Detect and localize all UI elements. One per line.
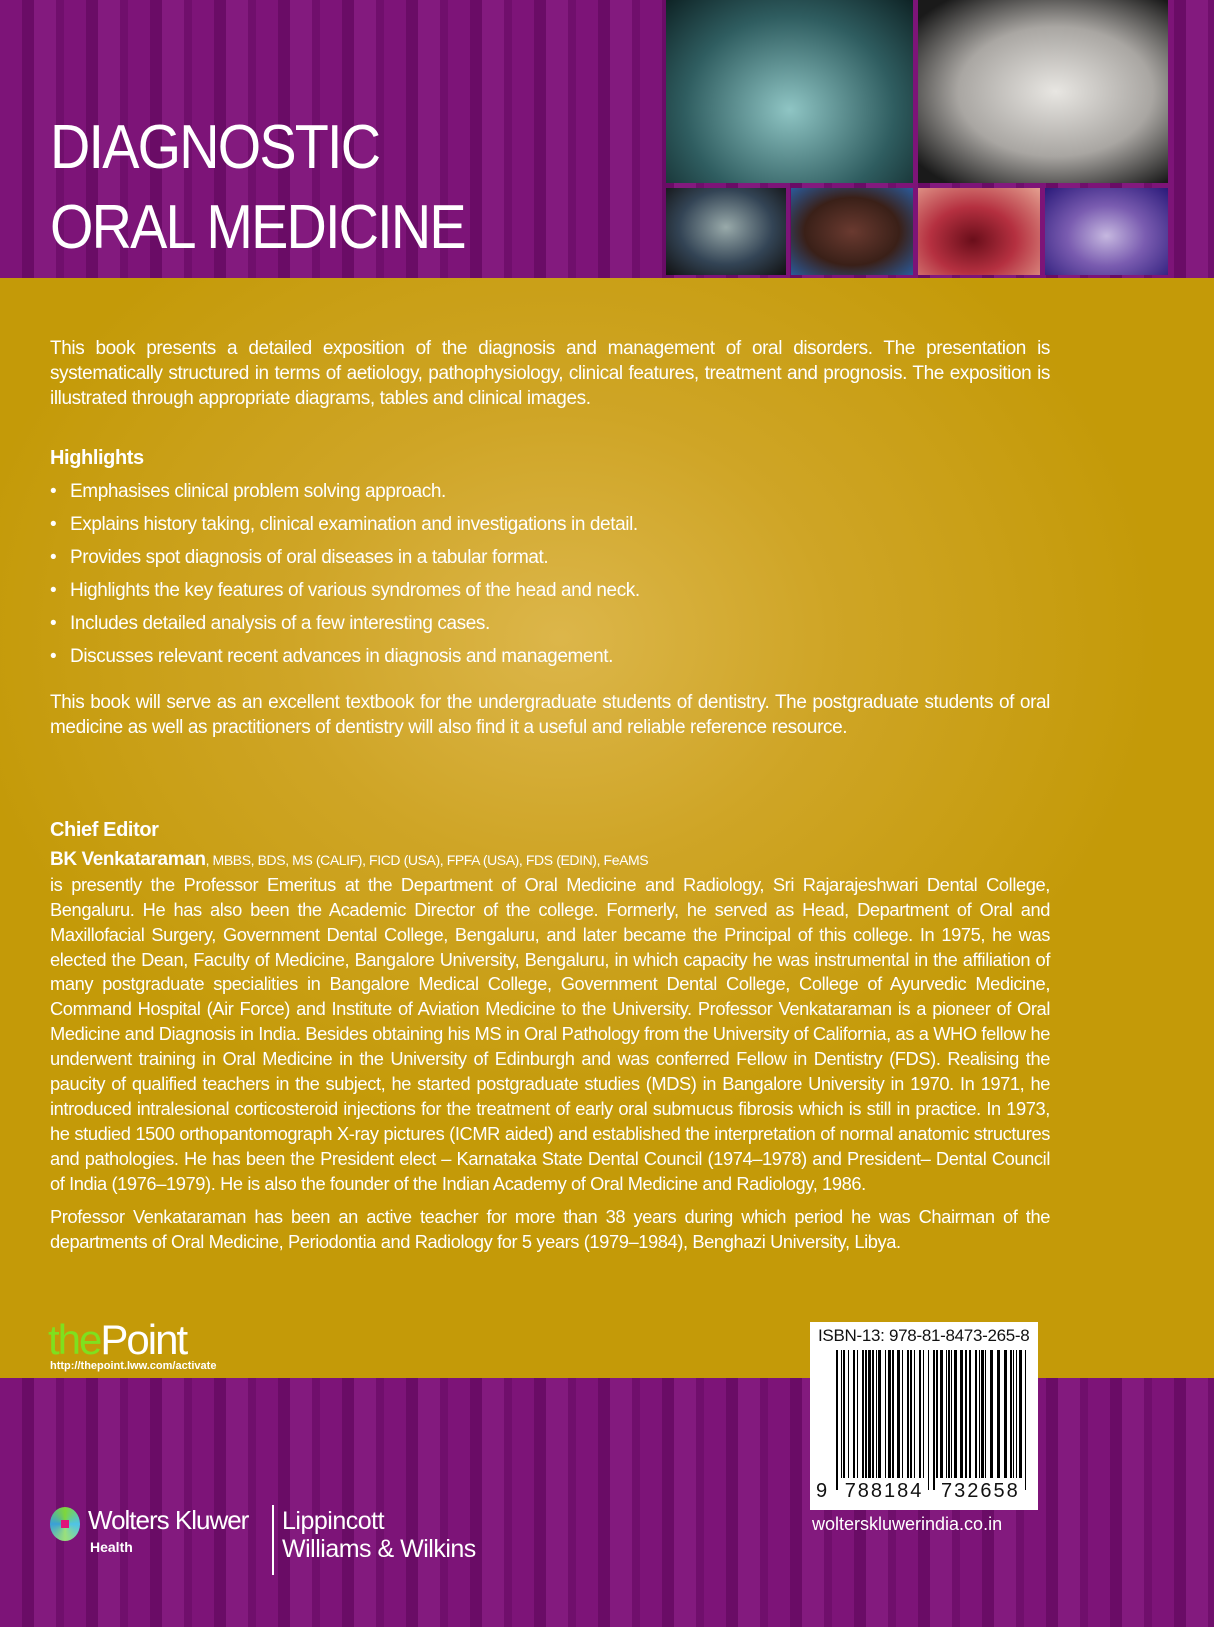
barcode-bar — [979, 1350, 980, 1478]
publisher-website[interactable]: wolterskluwerindia.co.in — [812, 1514, 1003, 1534]
barcode-bar — [878, 1350, 881, 1478]
editor-teaching: Professor Venkataraman has been an active teacher for more than 38 years during which period he was Chairman of the departments of Oral Medicine, Periodontia and Radiology for 5 years (1979–1984), Benghazi University, Libya. — [50, 1205, 1050, 1252]
wk-name: Wolters Kluwer — [88, 1505, 249, 1535]
editor-section — [50, 818, 1050, 1254]
wk-globe-icon — [50, 1507, 80, 1541]
barcode-bar — [865, 1350, 867, 1478]
barcode-bar — [1010, 1350, 1012, 1478]
barcode-bar — [853, 1350, 855, 1478]
editor-heading: Chief Editor — [50, 819, 159, 841]
logo-divider — [272, 1505, 274, 1575]
barcode-bar — [910, 1350, 912, 1478]
highlights-heading: Highlights — [50, 447, 144, 469]
barcode-bar — [1019, 1350, 1022, 1478]
highlight-item: • Provides spot diagnosis of oral diseases in a tabular format. — [50, 541, 1050, 574]
barcode-bar — [857, 1350, 858, 1478]
barcode-bar — [954, 1350, 957, 1478]
barcode-bar — [888, 1350, 891, 1478]
barcode-bar — [902, 1350, 903, 1478]
barcode-bar — [892, 1350, 894, 1478]
highlight-item: • Discusses relevant recent advances in diagnosis and management. — [50, 640, 1050, 673]
editor-name: BK Venkataraman — [50, 848, 206, 870]
barcode-bar — [868, 1350, 871, 1478]
barcode-bar — [914, 1350, 915, 1478]
highlights-list — [50, 475, 1050, 673]
barcode-bar — [948, 1350, 950, 1478]
highlight-item: • Explains history taking, clinical examination and investigations in detail. — [50, 508, 1050, 541]
barcode-bar — [960, 1350, 963, 1478]
highlight-item: • Highlights the key features of various syndromes of the head and neck. — [50, 574, 1050, 607]
intro-paragraph: This book presents a detailed exposition of the diagnosis and management of oral disorders. The presentation is systematically structured in terms of aetiology, pathophysiology, clinical features, treatment and prognosis. The exposition is illustrated through appropriate diagrams, tables and clinical images. — [50, 338, 1050, 409]
barcode-bar — [940, 1350, 943, 1478]
isbn-barcode — [810, 1322, 1038, 1510]
barcode-bar — [907, 1350, 909, 1478]
barcode-bar — [990, 1350, 993, 1478]
barcode-bar — [1013, 1350, 1014, 1478]
title-line-1: DIAGNOSTIC — [50, 113, 380, 182]
lww-line-2: Williams & Wilkins — [282, 1535, 476, 1563]
highlights-section — [50, 446, 1050, 673]
barcode-digits-left: 788184 — [844, 1480, 924, 1502]
barcode-bar — [897, 1350, 900, 1478]
barcode-bar — [969, 1350, 971, 1478]
book-title — [50, 108, 465, 268]
top-band — [0, 0, 1214, 278]
barcode-bar — [975, 1350, 977, 1478]
thepoint-point: Point — [100, 1316, 187, 1363]
title-line-2: ORAL MEDICINE — [50, 193, 465, 262]
barcode-bar — [928, 1350, 929, 1490]
barcode-digits-right: 732658 — [941, 1480, 1020, 1502]
lww-line-1: Lippincott — [282, 1507, 385, 1535]
editor-name-line — [50, 847, 1050, 873]
skull-xray-image — [666, 188, 786, 275]
barcode-bar — [923, 1350, 924, 1478]
highlight-item: • Includes detailed analysis of a few interesting cases. — [50, 607, 1050, 640]
barcode-bar — [862, 1350, 864, 1478]
barcode-bar — [836, 1350, 838, 1490]
editor-bio: is presently the Professor Emeritus at the Department of Oral Medicine and Radiology, Sri Rajarajeshwari Dental College, Bengaluru. He has also been the Academic Director of the college. Formerly, he served as Head, Department of Oral and Maxillofacial Surgery, Government Dental College, Bengaluru, and later became the Principal of this college. In 1975, he was elected the Dean, Faculty of Medicine, Bangalore University, Bengaluru, in which capacity he was instrumental in the affiliation of many postgraduate specialities in Bangalore Medical College, Government Dental College, College of Ayurvedic Medicine, Command Hospital (Air Force) and Institute of Aviation Medicine to the University. Professor Venkataraman is a pioneer of Oral Medicine and Diagnosis in India. Besides obtaining his MS in Oral Pathology from the University of California, as a WHO fellow he underwent training in Oral Medicine in the University of Edinburgh and was conferred Fellow in Dentistry (FDS). Realising the paucity of qualified teachers in the subject, he started postgraduate studies (MDS) in Bangalore University in 1970. In 1971, he introduced intralesional corticosteroid injections for the treatment of early oral submucus fibrosis which is still in practice. In 1973, he studied 1500 orthopantomograph X-ray pictures (ICMR aided) and established the interpretation of normal anatomic structures and pathologies. He has been the President elect – Karnataka State Dental Council (1974–1978) and President– Dental Council of India (1976–1979). He is also the founder of the Indian Academy of Oral Medicine and Radiology, 1986. — [50, 873, 1050, 1194]
wk-health: Health — [90, 1539, 133, 1555]
isbn-label: ISBN-13: 978-81-8473-265-8 — [818, 1326, 1030, 1345]
thepoint-url[interactable]: http://thepoint.lww.com/activate — [50, 1360, 217, 1372]
barcode-bar — [1025, 1350, 1026, 1490]
barcode-bar — [919, 1350, 921, 1478]
audience-paragraph: This book will serve as an excellent textbook for the undergraduate students of dentistry. The postgraduate students of oral medicine as well as practitioners of dentistry will also find it a useful and reliable reference resource. — [50, 692, 1050, 738]
patient-face-image — [791, 188, 913, 275]
oral-lesion-image — [918, 188, 1040, 275]
editor-credentials: , MBBS, BDS, MS (CALIF), FICD (USA), FPFA (USA), FDS (EDIN), FeAMS — [205, 851, 649, 868]
xray-panoramic-image — [666, 0, 913, 183]
barcode-bar — [951, 1350, 952, 1478]
highlight-item: • Emphasises clinical problem solving approach. — [50, 475, 1050, 508]
skull-3d-image — [918, 0, 1168, 183]
barcode-bar — [872, 1350, 874, 1478]
barcode-bar — [997, 1350, 1000, 1478]
tongue-image — [1045, 188, 1168, 275]
barcode-bar — [933, 1350, 935, 1490]
thepoint-logo[interactable] — [48, 1318, 186, 1362]
barcode-bar — [936, 1350, 938, 1478]
barcode-bar — [848, 1350, 849, 1478]
barcode-bar — [946, 1350, 947, 1478]
thepoint-the: the — [48, 1316, 101, 1363]
barcode-bar — [876, 1350, 877, 1478]
barcode-bar — [843, 1350, 845, 1478]
barcode-bar — [965, 1350, 967, 1478]
barcode-bar — [985, 1350, 986, 1478]
barcode-bar — [1004, 1350, 1007, 1478]
barcode-bar — [981, 1350, 984, 1478]
barcode-bar — [885, 1350, 886, 1478]
barcode-bar — [1016, 1350, 1017, 1478]
barcode-digits — [816, 1480, 1020, 1503]
barcode-digit-first: 9 — [816, 1480, 830, 1502]
barcode-bar — [841, 1350, 842, 1478]
